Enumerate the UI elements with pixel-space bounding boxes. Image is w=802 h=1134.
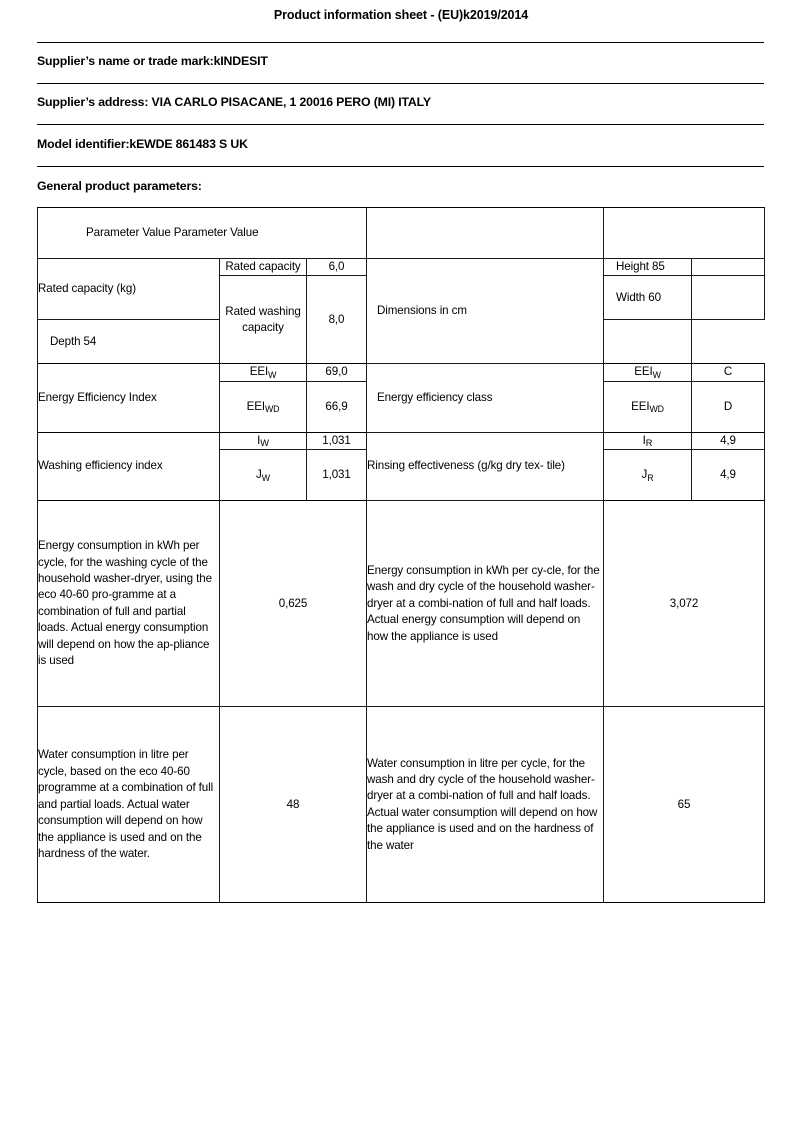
table-row <box>38 501 765 707</box>
dimensions-label: Dimensions in cm <box>367 259 604 364</box>
eei-w-label: $EEI_W$ <box>220 364 307 381</box>
dimension-width: Width 60 <box>604 276 692 320</box>
header-spacer-sub2 <box>604 208 692 259</box>
rinsing-ir-label: IR <box>604 432 692 449</box>
rated-capacity-value: 6,0 <box>307 259 367 276</box>
rinsing-effectiveness-label: Rinsing effectiveness (g/kg dry tex- tile) <box>367 432 604 500</box>
washing-jw-value: 1,031 <box>307 450 367 501</box>
eei-class-wd-value: D <box>692 381 765 432</box>
eei-class-w-label: $EEI_W$ <box>604 364 692 381</box>
table-row <box>38 259 765 276</box>
dimension-height: Height 85 <box>604 259 692 276</box>
rinsing-jr-value: 4,9 <box>692 450 765 501</box>
eei-class-w-value: C <box>692 364 765 381</box>
divider-under-model-identifier <box>37 166 764 167</box>
model-identifier-line: Model identifier:kEWDE 861483 S UK <box>37 137 248 151</box>
eei-label: Energy Efficiency Index <box>38 364 220 432</box>
table-header-label: Parameter Value Parameter Value <box>38 208 307 259</box>
energy-consumption-wash-value: 0,625 <box>220 501 367 707</box>
divider-under-supplier-address <box>37 124 764 125</box>
eei-wd-label: $EEI_{WD}$ <box>220 381 307 432</box>
dimension-height-value <box>692 259 765 276</box>
washing-iw-label: IW <box>220 432 307 449</box>
table-row <box>38 707 765 903</box>
table-row <box>38 432 765 449</box>
page-title: Product information sheet - (EU)k2019/2014 <box>273 8 529 22</box>
energy-consumption-wash-label: Energy consumption in kWh per cycle, for the washing cycle of the household washer-dryer, using the eco 40-60 pro-gramme at a combination of full and partial loads. Actual energy consumption will depend on how the ap-pliance is used <box>38 501 220 707</box>
water-consumption-wash-label: Water consumption in litre per cycle, based on the eco 40-60 programme at a combination of full and partial loads. Actual water consumption will depend on how the appliance is used and on the hardness of the water. <box>38 707 220 903</box>
water-consumption-washdry-value: 65 <box>604 707 765 903</box>
water-consumption-wash-value: 48 <box>220 707 367 903</box>
washing-efficiency-label: Washing efficiency index <box>38 432 220 500</box>
washing-iw-value: 1,031 <box>307 432 367 449</box>
rated-capacity-sub-label: Rated capacity <box>220 259 307 276</box>
dimension-depth-value <box>604 320 692 364</box>
rinsing-ir-value: 4,9 <box>692 432 765 449</box>
header-spacer-parameter2 <box>367 208 604 259</box>
rinsing-jr-label: $J_R$ <box>604 450 692 501</box>
energy-consumption-washdry-value: 3,072 <box>604 501 765 707</box>
product-parameters-table <box>37 207 765 903</box>
dimension-width-value <box>692 276 765 320</box>
dimension-depth: Depth 54 <box>38 320 220 364</box>
energy-consumption-washdry-label: Energy consumption in kWh per cy-cle, for the wash and dry cycle of the household washer-dryer at a combi-nation of full and half loads. Actual energy consumption will depend on how the appliance is used <box>367 501 604 707</box>
water-consumption-washdry-label: Water consumption in litre per cycle, for the wash and dry cycle of the household washer-dryer at a combi-nation of full and half loads. Actual water consumption will depend on how the appliance is used and on the hardness of the water <box>367 707 604 903</box>
rated-capacity-label: Rated capacity (kg) <box>38 259 220 320</box>
table-header-row <box>38 208 765 259</box>
eei-w-value: 69,0 <box>307 364 367 381</box>
supplier-address-line: Supplier’s address: VIA CARLO PISACANE, 1 20016 PERO (MI) ITALY <box>37 95 431 109</box>
rated-washing-capacity-sub-label: Rated washing capacity <box>220 276 307 364</box>
energy-efficiency-class-label: Energy efficiency class <box>367 364 604 432</box>
divider-under-supplier-name <box>37 83 764 84</box>
divider-under-title <box>37 42 764 43</box>
header-spacer-value2 <box>692 208 765 259</box>
eei-wd-value: 66,9 <box>307 381 367 432</box>
table-row <box>38 364 765 381</box>
general-parameters-label: General product parameters: <box>37 179 202 193</box>
washing-jw-label: $J_W$ <box>220 450 307 501</box>
header-spacer-value <box>307 208 367 259</box>
supplier-name-line: Supplier’s name or trade mark:kINDESIT <box>37 54 268 68</box>
eei-class-wd-label: $EEI_{WD}$ <box>604 381 692 432</box>
rated-washing-capacity-value: 8,0 <box>307 276 367 364</box>
